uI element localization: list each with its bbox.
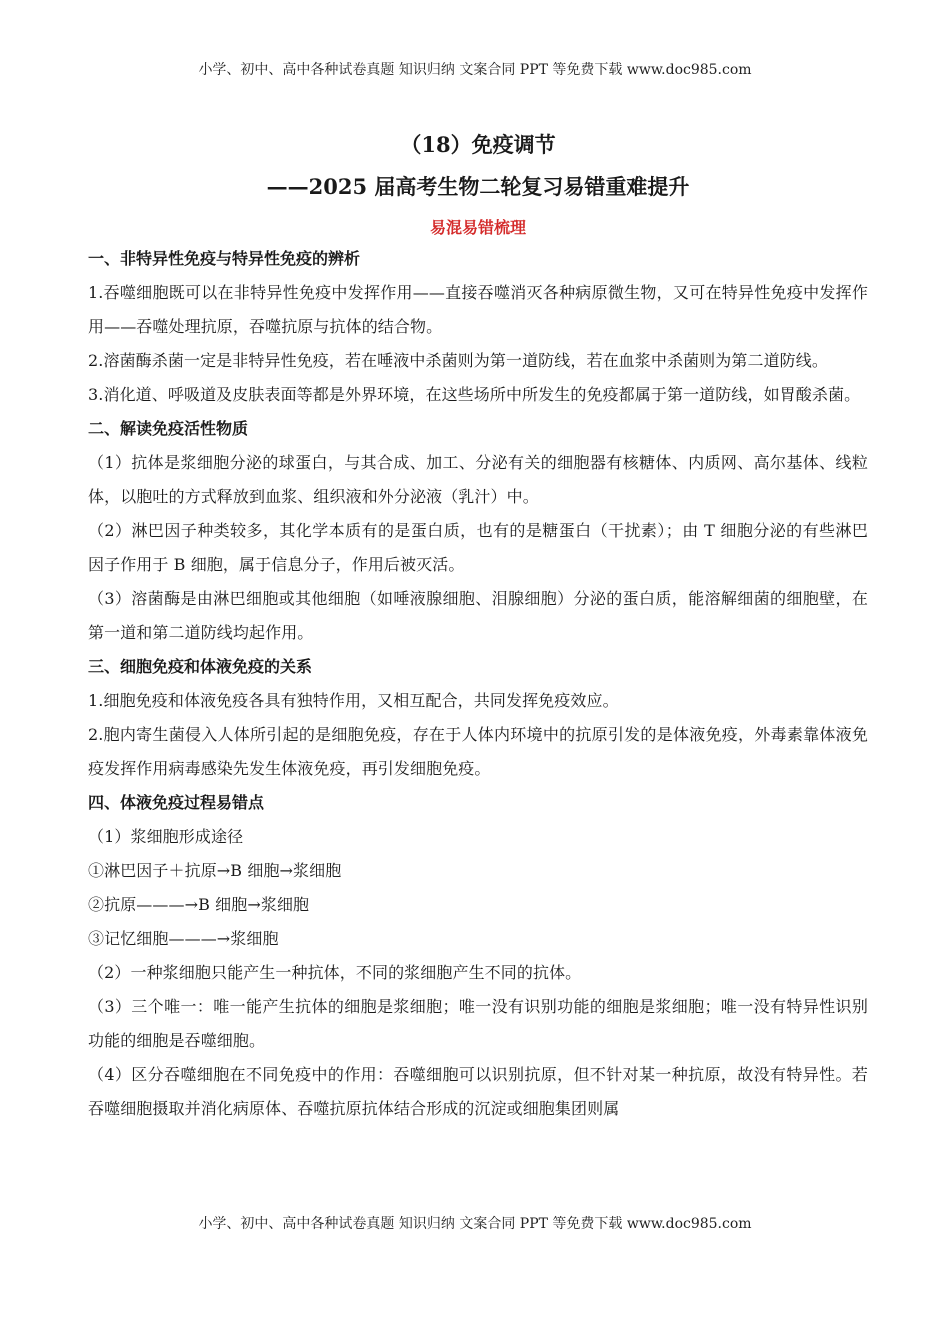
paragraph: ①淋巴因子＋抗原→B 细胞→浆细胞 — [88, 861, 342, 880]
paragraph: （4）区分吞噬细胞在不同免疫中的作用：吞噬细胞可以识别抗原，但不针对某一种抗原，故没有特异性。若吞噬细胞摄取并消化病原体、吞噬抗原抗体结合形成的沉淀或细胞集团则属 — [88, 1065, 868, 1118]
paragraph: 1.细胞免疫和体液免疫各具有独特作用，又相互配合，共同发挥免疫效应。 — [88, 691, 619, 710]
paragraph: （2）一种浆细胞只能产生一种抗体，不同的浆细胞产生不同的抗体。 — [88, 963, 582, 982]
paragraph: ③记忆细胞———→浆细胞 — [88, 929, 279, 948]
paragraph: （2）淋巴因子种类较多，其化学本质有的是蛋白质，也有的是糖蛋白（干扰素）；由 T 细胞分泌的有些淋巴因子作用于 B 细胞，属于信息分子，作用后被灭活。 — [88, 521, 868, 574]
paragraph: （1）浆细胞形成途径 — [88, 827, 244, 846]
paragraph: （3）溶菌酶是由淋巴细胞或其他细胞（如唾液腺细胞、泪腺细胞）分泌的蛋白质，能溶解细菌的细胞壁，在第一道和第二道防线均起作用。 — [88, 589, 868, 642]
paragraph: ②抗原———→B 细胞→浆细胞 — [88, 895, 310, 914]
paragraph: （1）抗体是浆细胞分泌的球蛋白，与其合成、加工、分泌有关的细胞器有核糖体、内质网、高尔基体、线粒体，以胞吐的方式释放到血浆、组织液和外分泌液（乳汁）中。 — [88, 453, 868, 506]
document-subtitle-line: ——2025 届高考生物二轮复习易错重难提升 — [266, 174, 690, 199]
section-label: 易混易错梳理 — [429, 218, 526, 237]
paragraph: 2.胞内寄生菌侵入人体所引起的是细胞免疫，存在于人体内环境中的抗原引发的是体液免疫，外毒素靠体液免疫发挥作用病毒感染先发生体液免疫，再引发细胞免疫。 — [88, 725, 868, 778]
section-heading: 四、体液免疫过程易错点 — [88, 793, 265, 812]
section-heading: 三、细胞免疫和体液免疫的关系 — [88, 657, 313, 676]
section-heading: 一、非特异性免疫与特异性免疫的辨析 — [88, 249, 361, 268]
paragraph: 1.吞噬细胞既可以在非特异性免疫中发挥作用——直接吞噬消灭各种病原微生物，又可在特异性免疫中发挥作用——吞噬处理抗原，吞噬抗原与抗体的结合物。 — [88, 283, 868, 336]
page-footer: 小学、初中、高中各种试卷真题 知识归纳 文案合同 PPT 等免费下载 www.doc985.com — [198, 1216, 752, 1232]
paragraph: 3.消化道、呼吸道及皮肤表面等都是外界环境，在这些场所中所发生的免疫都属于第一道防线，如胃酸杀菌。 — [88, 385, 861, 404]
section-heading: 二、解读免疫活性物质 — [88, 419, 249, 438]
document-title: （18）免疫调节 — [400, 132, 556, 157]
page-header: 小学、初中、高中各种试卷真题 知识归纳 文案合同 PPT 等免费下载 www.doc985.com — [198, 62, 752, 78]
document-content — [88, 128, 868, 1126]
paragraph: （3）三个唯一：唯一能产生抗体的细胞是浆细胞；唯一没有识别功能的细胞是浆细胞；唯一没有特异性识别功能的细胞是吞噬细胞。 — [88, 997, 868, 1050]
paragraph: 2.溶菌酶杀菌一定是非特异性免疫，若在唾液中杀菌则为第一道防线，若在血浆中杀菌则为第二道防线。 — [88, 351, 828, 370]
document-body — [88, 242, 868, 1126]
